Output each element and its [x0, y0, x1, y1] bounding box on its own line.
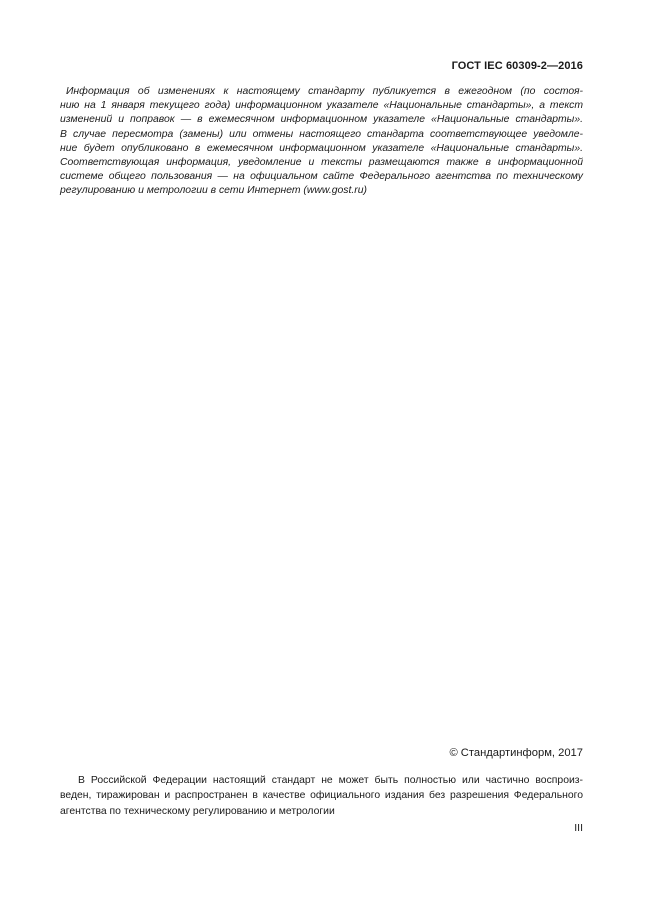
info-line: В случае пересмотра (замены) или отмены настоящего стандарта соответствующее уведомле-	[60, 128, 583, 140]
info-line: Соответствующая информация, уведомление и тексты размещаются также в информационной	[60, 157, 583, 169]
info-line: системе общего пользования — на официальном сайте Федерального агентства по техническому	[60, 171, 583, 183]
notice-line: веден, тиражирован и распространен в качестве официального издания без разрешения Федерального	[60, 790, 583, 802]
info-line: регулированию и метрологии в сети Интернет (www.gost.ru)	[60, 185, 367, 197]
info-line: нию на 1 января текущего года) информационном указателе «Национальные стандарты», а текст	[60, 100, 583, 112]
info-line: Информация об изменениях к настоящему стандарту публикуется в ежегодном (по состоя-	[66, 86, 583, 97]
reproduction-notice-paragraph	[60, 773, 583, 819]
copyright-notice: © Стандартинформ, 2017	[449, 747, 583, 759]
page-number: III	[574, 822, 583, 834]
amendments-info-paragraph	[60, 85, 583, 199]
notice-line: агентства по техническому регулированию и метрологии	[60, 805, 335, 817]
info-line: ние будет опубликовано в ежемесячном информационном указателе «Национальные стандарты».	[60, 142, 583, 154]
info-line: изменений и поправок — в ежемесячном информационном указателе «Национальные стандарты».	[60, 114, 583, 126]
document-header-standard-code: ГОСТ IEC 60309-2—2016	[451, 60, 583, 72]
notice-line: В Российской Федерации настоящий стандарт не может быть полностью или частично воспроиз-	[78, 775, 583, 786]
